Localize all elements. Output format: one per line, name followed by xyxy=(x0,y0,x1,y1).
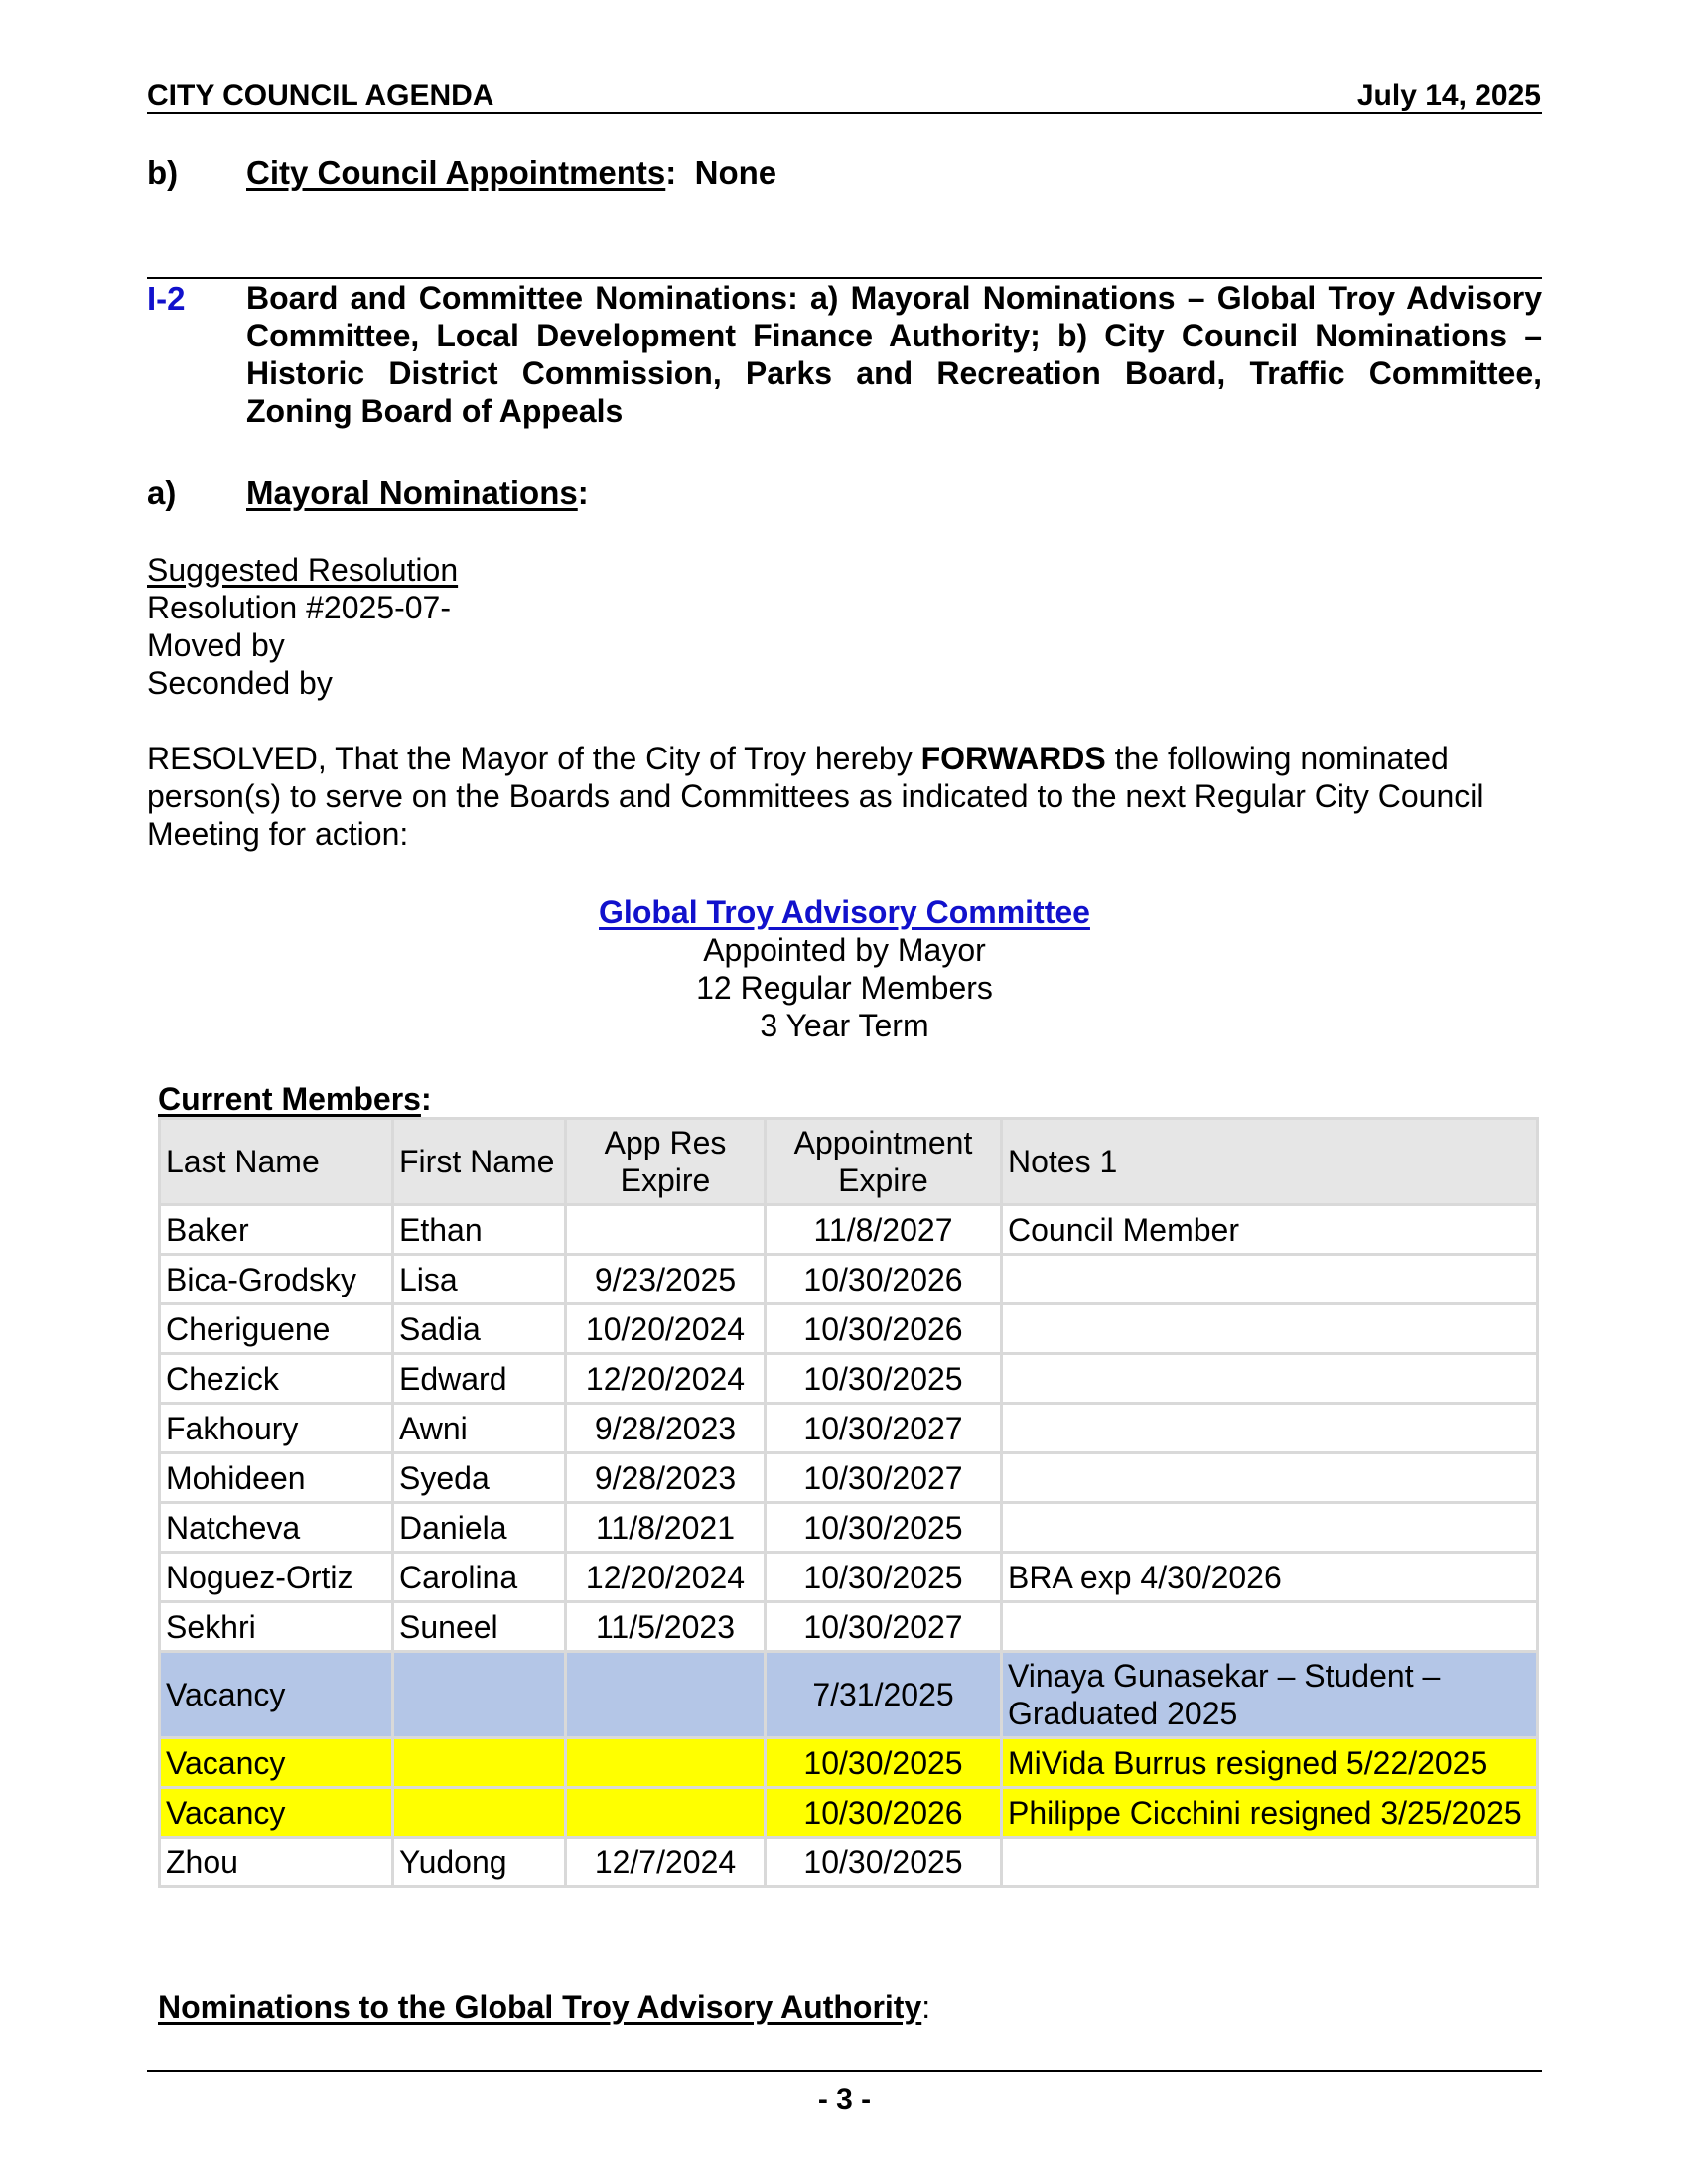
cell-first-name xyxy=(393,1738,566,1788)
cell-last-name: Zhou xyxy=(160,1838,393,1887)
cell-notes xyxy=(1002,1354,1538,1404)
cell-first-name: Yudong xyxy=(393,1838,566,1887)
table-row xyxy=(160,1838,1538,1887)
section-b-heading xyxy=(246,154,776,192)
cell-first-name: Ethan xyxy=(393,1205,566,1255)
cell-notes: MiVida Burrus resigned 5/22/2025 xyxy=(1002,1738,1538,1788)
cell-last-name: Chezick xyxy=(160,1354,393,1404)
cell-appointment-expire: 10/30/2026 xyxy=(766,1304,1002,1354)
cell-app-res-expire: 9/28/2023 xyxy=(566,1453,766,1503)
current-members-heading xyxy=(158,1080,432,1118)
committee-term: 3 Year Term xyxy=(760,1008,929,1043)
cell-notes xyxy=(1002,1838,1538,1887)
resolution-number: Resolution #2025-07- xyxy=(147,590,451,625)
cell-appointment-expire: 10/30/2025 xyxy=(766,1553,1002,1602)
committee-members-count: 12 Regular Members xyxy=(696,970,993,1006)
col-notes: Notes 1 xyxy=(1002,1119,1538,1205)
cell-last-name: Baker xyxy=(160,1205,393,1255)
table-row xyxy=(160,1602,1538,1652)
resolved-text: RESOLVED, That the Mayor of the City of Troy hereby xyxy=(147,741,921,776)
cell-appointment-expire: 10/30/2026 xyxy=(766,1255,1002,1304)
col-appointment-expire xyxy=(766,1119,1002,1205)
cell-first-name: Sadia xyxy=(393,1304,566,1354)
cell-first-name xyxy=(393,1788,566,1838)
resolution-heading: Suggested Resolution xyxy=(147,552,459,588)
section-b-value: None xyxy=(694,154,777,191)
section-b-marker: b) xyxy=(147,154,179,191)
cell-app-res-expire: 9/23/2025 xyxy=(566,1255,766,1304)
item-title-line: Historic District Commission, Parks and Recreation Board, Traffic Committee, xyxy=(246,355,1542,391)
committee-info xyxy=(147,893,1542,1044)
cell-notes xyxy=(1002,1503,1538,1553)
cell-notes xyxy=(1002,1602,1538,1652)
resolution-block xyxy=(147,551,458,702)
section-a-label: Mayoral Nominations xyxy=(246,475,578,511)
cell-appointment-expire: 10/30/2027 xyxy=(766,1602,1002,1652)
footer-rule xyxy=(147,2070,1542,2072)
cell-last-name: Cheriguene xyxy=(160,1304,393,1354)
item-title-line: Board and Committee Nominations: a) Mayoral Nominations – Global Troy Advisory xyxy=(246,280,1542,316)
cell-first-name xyxy=(393,1652,566,1738)
cell-first-name: Carolina xyxy=(393,1553,566,1602)
resolved-line xyxy=(147,740,1542,777)
cell-last-name: Mohideen xyxy=(160,1453,393,1503)
cell-notes xyxy=(1002,1304,1538,1354)
col-header-line: Expire xyxy=(838,1162,928,1198)
table-row xyxy=(160,1205,1538,1255)
col-first-name: First Name xyxy=(393,1119,566,1205)
resolved-text: the following nominated xyxy=(1105,741,1449,776)
nominations-colon: : xyxy=(921,1989,931,2025)
current-members-colon: : xyxy=(420,1081,432,1117)
col-last-name: Last Name xyxy=(160,1119,393,1205)
table-row-vacancy xyxy=(160,1788,1538,1838)
cell-notes: Philippe Cicchini resigned 3/25/2025 xyxy=(1002,1788,1538,1838)
cell-app-res-expire: 10/20/2024 xyxy=(566,1304,766,1354)
cell-notes: Council Member xyxy=(1002,1205,1538,1255)
col-header-line: Expire xyxy=(620,1162,711,1198)
resolved-bold: FORWARDS xyxy=(920,741,1106,776)
cell-first-name: Syeda xyxy=(393,1453,566,1503)
cell-appointment-expire: 11/8/2027 xyxy=(766,1205,1002,1255)
agenda-title: CITY COUNCIL AGENDA xyxy=(147,79,494,112)
cell-app-res-expire: 12/20/2024 xyxy=(566,1354,766,1404)
section-b-label: City Council Appointments xyxy=(246,154,666,191)
agenda-date: July 14, 2025 xyxy=(1356,79,1541,112)
resolved-paragraph xyxy=(147,740,1542,853)
cell-last-name: Fakhoury xyxy=(160,1404,393,1453)
cell-appointment-expire: 10/30/2026 xyxy=(766,1788,1002,1838)
cell-app-res-expire: 9/28/2023 xyxy=(566,1404,766,1453)
section-a-colon: : xyxy=(577,475,589,511)
page-number: - 3 - xyxy=(817,2083,872,2116)
cell-appointment-expire: 10/30/2025 xyxy=(766,1503,1002,1553)
table-row-vacancy xyxy=(160,1652,1538,1738)
cell-last-name: Bica-Grodsky xyxy=(160,1255,393,1304)
item-title-line: Committee, Local Development Finance Authority; b) City Council Nominations – xyxy=(246,318,1542,353)
cell-notes-line: Graduated 2025 xyxy=(1008,1696,1238,1731)
committee-appointed-by: Appointed by Mayor xyxy=(703,932,986,968)
table-row xyxy=(160,1354,1538,1404)
cell-appointment-expire: 7/31/2025 xyxy=(766,1652,1002,1738)
cell-first-name: Lisa xyxy=(393,1255,566,1304)
cell-app-res-expire xyxy=(566,1788,766,1838)
cell-app-res-expire: 11/8/2021 xyxy=(566,1503,766,1553)
table-row xyxy=(160,1255,1538,1304)
cell-notes: BRA exp 4/30/2026 xyxy=(1002,1553,1538,1602)
cell-notes xyxy=(1002,1255,1538,1304)
table-header-row xyxy=(160,1119,1538,1205)
cell-app-res-expire xyxy=(566,1652,766,1738)
cell-last-name: Natcheva xyxy=(160,1503,393,1553)
col-header-line: Appointment xyxy=(793,1125,973,1160)
nominations-label: Nominations to the Global Troy Advisory Authority xyxy=(158,1989,922,2025)
resolution-moved: Moved by xyxy=(147,627,285,663)
current-members-label: Current Members xyxy=(158,1081,421,1117)
cell-appointment-expire: 10/30/2025 xyxy=(766,1738,1002,1788)
col-app-res-expire xyxy=(566,1119,766,1205)
item-title xyxy=(246,279,1542,430)
section-b-colon: : xyxy=(665,154,677,191)
committee-link[interactable]: Global Troy Advisory Committee xyxy=(599,894,1090,930)
table-row xyxy=(160,1553,1538,1602)
resolved-line: Meeting for action: xyxy=(147,816,409,852)
members-table xyxy=(158,1117,1539,1888)
table-row xyxy=(160,1453,1538,1503)
cell-app-res-expire: 11/5/2023 xyxy=(566,1602,766,1652)
cell-app-res-expire: 12/7/2024 xyxy=(566,1838,766,1887)
cell-appointment-expire: 10/30/2027 xyxy=(766,1453,1002,1503)
cell-notes xyxy=(1002,1652,1538,1738)
cell-notes-line: Vinaya Gunasekar – Student – xyxy=(1008,1658,1441,1694)
nominations-heading xyxy=(158,1988,930,2026)
cell-first-name: Edward xyxy=(393,1354,566,1404)
cell-first-name: Suneel xyxy=(393,1602,566,1652)
section-a-heading xyxy=(246,475,589,512)
cell-appointment-expire: 10/30/2025 xyxy=(766,1838,1002,1887)
item-number: I-2 xyxy=(147,280,186,317)
header-rule xyxy=(147,112,1542,114)
cell-app-res-expire xyxy=(566,1205,766,1255)
resolved-line: person(s) to serve on the Boards and Committees as indicated to the next Regular City Council xyxy=(147,778,1484,814)
section-a-marker: a) xyxy=(147,475,177,511)
cell-last-name: Vacancy xyxy=(160,1652,393,1738)
cell-notes xyxy=(1002,1404,1538,1453)
table-row xyxy=(160,1304,1538,1354)
cell-last-name: Vacancy xyxy=(160,1738,393,1788)
item-title-line: Zoning Board of Appeals xyxy=(246,393,624,429)
table-row xyxy=(160,1404,1538,1453)
cell-last-name: Sekhri xyxy=(160,1602,393,1652)
cell-last-name: Vacancy xyxy=(160,1788,393,1838)
cell-first-name: Daniela xyxy=(393,1503,566,1553)
col-header-line: App Res xyxy=(604,1125,727,1160)
cell-appointment-expire: 10/30/2025 xyxy=(766,1354,1002,1404)
cell-last-name: Noguez-Ortiz xyxy=(160,1553,393,1602)
table-row xyxy=(160,1503,1538,1553)
cell-notes xyxy=(1002,1453,1538,1503)
cell-appointment-expire: 10/30/2027 xyxy=(766,1404,1002,1453)
cell-app-res-expire: 12/20/2024 xyxy=(566,1553,766,1602)
cell-first-name: Awni xyxy=(393,1404,566,1453)
table-row-vacancy xyxy=(160,1738,1538,1788)
cell-app-res-expire xyxy=(566,1738,766,1788)
resolution-seconded: Seconded by xyxy=(147,665,333,701)
